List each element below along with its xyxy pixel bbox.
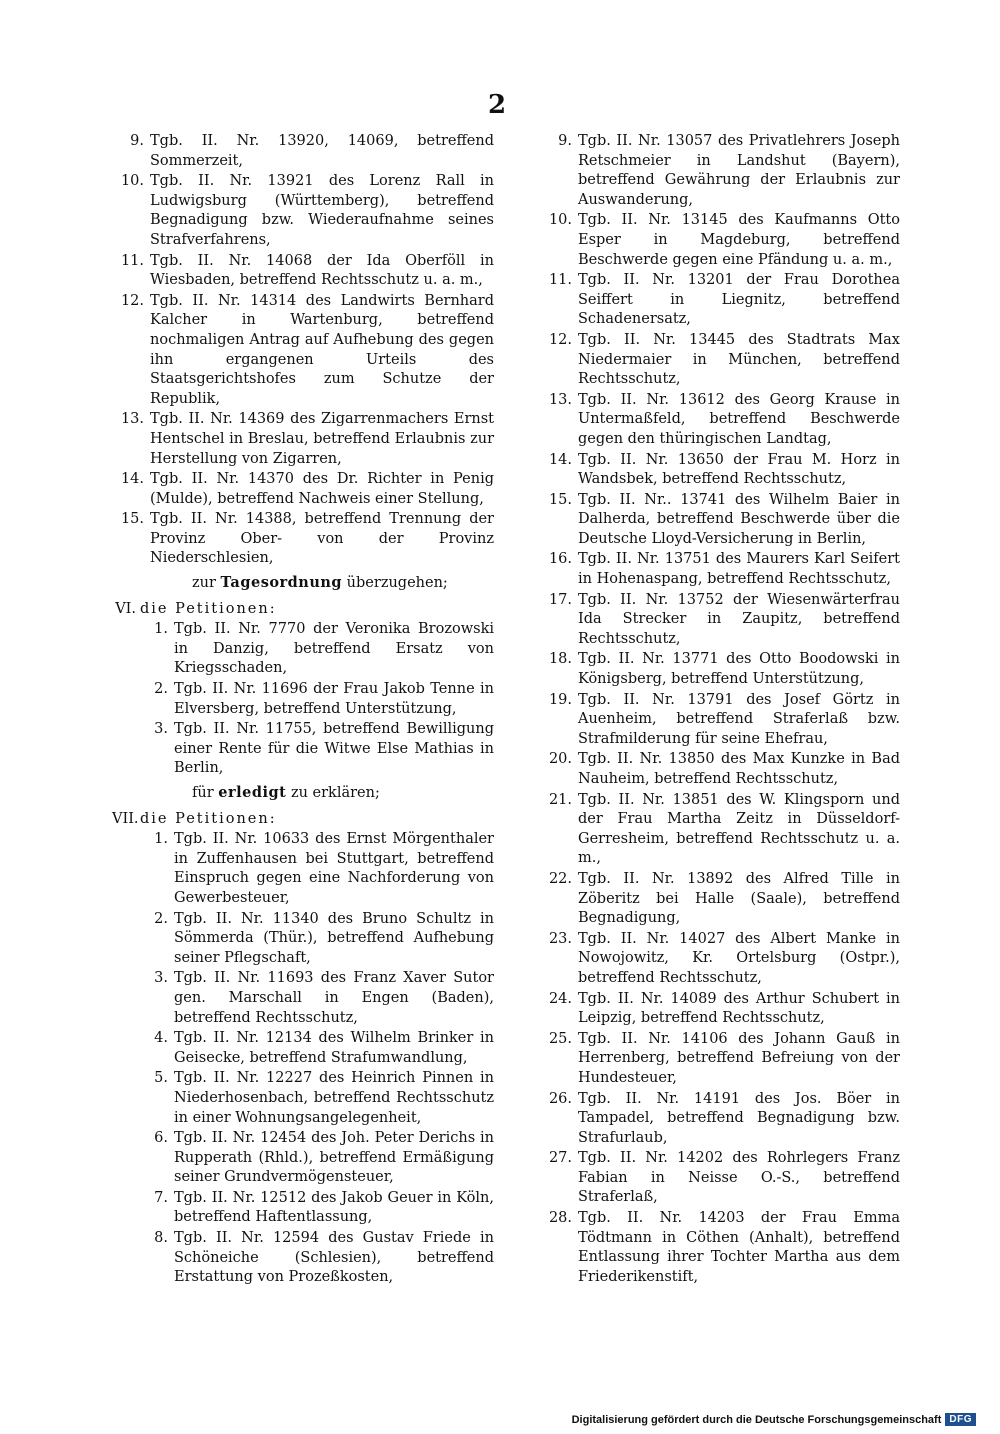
list-item — [112, 1069, 494, 1128]
item-number: 27. — [548, 1150, 572, 1167]
item-number: 12. — [120, 292, 144, 309]
section-vi-entries — [112, 620, 494, 779]
item-number: 2. — [154, 681, 168, 698]
closing-bold: erledigt — [218, 784, 287, 801]
item-number: 17. — [548, 591, 572, 608]
item-number: 13. — [548, 391, 572, 408]
list-item — [540, 550, 900, 589]
closing-post: zu erklären; — [286, 785, 380, 801]
section-label: die Petitionen: — [140, 810, 277, 827]
item-number: 12. — [548, 331, 572, 348]
item-text: Tgb. II. Nr. 12512 des Jakob Geuer in Köln, betreffend Haftentlassung, — [174, 1189, 494, 1226]
item-text: Tgb. II. Nr. 13771 des Otto Boodowski in Königsberg, betreffend Unterstützung, — [578, 651, 900, 688]
closing-phrase-tagesordnung — [112, 573, 494, 594]
item-text: Tgb. II. Nr. 13850 des Max Kunzke in Bad Nauheim, betreffend Rechtsschutz, — [578, 751, 900, 787]
footer-credit — [572, 1413, 976, 1426]
item-text: Tgb. II. Nr. 13791 des Josef Görtz in Auenheim, betreffend Straferlaß bzw. Strafmilderung für seine Ehefrau, — [578, 691, 900, 747]
page-number: 2 — [488, 90, 507, 120]
item-text: Tgb. II. Nr. 13892 des Alfred Tille in Zöberitz bei Halle (Saale), betreffend Begnadigung, — [578, 870, 900, 927]
item-text: Tgb. II. Nr. 14068 der Ida Oberföll in Wiesbaden, betreffend Rechtsschutz u. a. m., — [150, 252, 494, 289]
list-item — [540, 870, 900, 929]
item-text: Tgb. II. Nr. 14370 des Dr. Richter in Penig (Mulde), betreffend Nachweis einer Stellung, — [150, 471, 494, 507]
section-numeral: VI. — [115, 600, 136, 617]
list-item — [540, 791, 900, 869]
item-text: Tgb. II. Nr. 12227 des Heinrich Pinnen in Niederhosenbach, betreffend Rechtsschutz in einer Wohnungsangelegenheit, — [174, 1070, 494, 1126]
list-item — [112, 1189, 494, 1228]
item-number: 7. — [154, 1189, 168, 1206]
item-text: Tgb. II. Nr. 12134 des Wilhelm Brinker in Geisecke, betreffend Strafumwandlung, — [174, 1030, 494, 1066]
item-text: Tgb. II. Nr. 13851 des W. Klingsporn und der Frau Martha Zeitz in Düsseldorf-Gerresheim, betreffend Rechtsschutz u. a. m., — [578, 791, 900, 867]
item-text: Tgb. II. Nr. 13751 des Maurers Karl Seifert in Hohenaspang, betreffend Rechtsschutz, — [578, 551, 900, 588]
item-number: 11. — [120, 252, 144, 269]
item-number: 18. — [548, 651, 572, 668]
item-number: 14. — [120, 471, 144, 488]
item-number: 28. — [548, 1210, 572, 1227]
item-number: 14. — [548, 451, 572, 468]
item-text: Tgb. II. Nr. 13445 des Stadtrats Max Niedermaier in München, betreffend Rechtsschutz, — [578, 331, 900, 388]
item-text: Tgb. II. Nr. 7770 der Veronika Brozowski in Danzig, betreffend Ersatz von Kriegsschaden, — [174, 621, 494, 677]
item-number: 26. — [548, 1090, 572, 1107]
list-item — [112, 720, 494, 779]
item-text: Tgb. II. Nr. 12594 des Gustav Friede in Schöneiche (Schlesien), betreffend Erstattung von Prozeßkosten, — [174, 1230, 494, 1286]
item-number: 20. — [548, 751, 572, 768]
list-item — [540, 990, 900, 1029]
closing-pre: zur — [192, 575, 221, 592]
list-item — [540, 331, 900, 390]
list-item — [540, 211, 900, 270]
item-text: Tgb. II. Nr. 13201 der Frau Dorothea Seiffert in Liegnitz, betreffend Schadenersatz, — [578, 272, 900, 328]
list-item — [540, 132, 900, 210]
item-number: 15. — [120, 511, 144, 528]
item-number: 19. — [548, 691, 572, 708]
item-text: Tgb. II. Nr. 11340 des Bruno Schultz in Sömmerda (Thür.), betreffend Aufhebung seiner Pflegschaft, — [174, 910, 494, 966]
list-item — [540, 271, 900, 330]
item-text: Tgb. II. Nr. 11755, betreffend Bewilligung einer Rente für die Witwe Else Mathias in Berlin, — [174, 721, 494, 777]
item-text: Tgb. II. Nr. 13612 des Georg Krause in Untermaßfeld, betreffend Beschwerde gegen den thüringischen Landtag, — [578, 391, 900, 447]
list-item — [112, 292, 494, 410]
list-item — [112, 410, 494, 469]
item-number: 25. — [548, 1030, 572, 1047]
left-column — [112, 132, 494, 1289]
item-number: 22. — [548, 870, 572, 887]
right-entries-list — [540, 132, 900, 1287]
item-number: 16. — [548, 551, 572, 568]
item-text: Tgb. II. Nr. 13145 des Kaufmanns Otto Esper in Magdeburg, betreffend Beschwerde gegen eine Pfändung u. a. m., — [578, 212, 900, 268]
item-number: 9. — [558, 133, 572, 149]
section-vii-entries — [112, 830, 494, 1288]
list-item — [540, 591, 900, 650]
item-text: Tgb. II. Nr. 11696 der Frau Jakob Tenne in Elversberg, betreffend Unterstützung, — [174, 681, 494, 717]
item-text: Tgb. II. Nr. 13057 des Privatlehrers Joseph Retschmeier in Landshut (Bayern), betreffend Gewährung der Erlaubnis zur Auswanderung, — [578, 133, 900, 208]
item-number: 11. — [548, 272, 572, 289]
item-text: Tgb. II. Nr. 11693 des Franz Xaver Sutor gen. Marschall in Engen (Baden), betreffend Rechtsschutz, — [174, 970, 494, 1026]
list-item — [112, 1029, 494, 1068]
item-number: 10. — [120, 173, 144, 190]
item-text: Tgb. II. Nr. 14314 des Landwirts Bernhard Kalcher in Wartenburg, betreffend nochmaligen Antrag auf Aufhebung des gegen ihn ergangenen Urteils des Staatsgerichtshofes zum Schutze der Republik, — [150, 292, 494, 407]
section-label: die Petitionen: — [140, 600, 277, 617]
list-item — [540, 491, 900, 550]
item-text: Tgb. II. Nr. 13650 der Frau M. Horz in Wandsbek, betreffend Rechtsschutz, — [578, 451, 900, 488]
item-text: Tgb. II. Nr. 14202 des Rohrlegers Franz Fabian in Neisse O.-S., betreffend Straferlaß, — [578, 1150, 900, 1206]
item-number: 4. — [154, 1030, 168, 1047]
right-column — [540, 132, 900, 1288]
list-item — [540, 650, 900, 689]
list-item — [112, 1229, 494, 1288]
item-text: Tgb. II. Nr. 13921 des Lorenz Rall in Ludwigsburg (Württemberg), betreffend Begnadigung bzw. Wiederaufnahme seines Strafverfahrens, — [150, 173, 494, 248]
item-number: 13. — [120, 411, 144, 428]
list-item — [112, 910, 494, 969]
item-number: 1. — [154, 621, 168, 638]
list-item — [540, 750, 900, 789]
left-entries-list — [112, 132, 494, 569]
item-text: Tgb. II. Nr. 12454 des Joh. Peter Derichs in Rupperath (Rhld.), betreffend Ermäßigung seiner Grundvermögensteuer, — [174, 1130, 494, 1186]
list-item — [540, 451, 900, 490]
item-text: Tgb. II. Nr. 14369 des Zigarrenmachers Ernst Hentschel in Breslau, betreffend Erlaubnis zur Herstellung von Zigarren, — [150, 411, 494, 467]
list-item — [112, 680, 494, 719]
dfg-logo: DFG — [945, 1413, 976, 1426]
list-item — [112, 172, 494, 250]
list-item — [540, 391, 900, 450]
list-item — [112, 252, 494, 291]
item-text: Tgb. II. Nr. 13752 der Wiesenwärterfrau Ida Strecker in Zaupitz, betreffend Rechtsschutz, — [578, 591, 900, 647]
item-text: Tgb. II. Nr. 14203 der Frau Emma Tödtmann in Cöthen (Anhalt), betreffend Entlassung ihrer Tochter Martha aus dem Friederikenstift, — [578, 1210, 900, 1285]
item-text: Tgb. II. Nr. 10633 des Ernst Mörgenthaler in Zuffenhausen bei Stuttgart, betreffend Einspruch gegen eine Nachforderung von Gewerbesteuer, — [174, 831, 494, 906]
list-item — [112, 510, 494, 569]
item-number: 24. — [548, 990, 572, 1007]
section-numeral: VII. — [112, 810, 139, 827]
list-item — [112, 132, 494, 171]
item-text: Tgb. II. Nr. 14388, betreffend Trennung der Provinz Ober- von der Provinz Niederschlesien, — [150, 511, 494, 567]
item-number: 6. — [154, 1130, 168, 1147]
closing-phrase-erledigt — [112, 783, 494, 804]
item-text: Tgb. II. Nr. 13920, 14069, betreffend Sommerzeit, — [150, 133, 494, 169]
item-number: 3. — [154, 970, 168, 987]
item-text: Tgb. II. Nr. 14027 des Albert Manke in Nowojowitz, Kr. Ortelsburg (Ostpr.), betreffend Rechtsschutz, — [578, 930, 900, 986]
list-item — [540, 691, 900, 750]
closing-bold: Tagesordnung — [220, 574, 343, 592]
item-number: 8. — [154, 1230, 168, 1247]
item-text: Tgb. II. Nr. 14191 des Jos. Böer in Tampadel, betreffend Begnadigung bzw. Strafurlaub, — [578, 1090, 900, 1146]
item-text: Tgb. II. Nr.. 13741 des Wilhelm Baier in Dalherda, betreffend Beschwerde über die Deutsche Lloyd-Versicherung in Berlin, — [578, 491, 900, 547]
item-number: 2. — [154, 910, 168, 927]
list-item — [540, 1209, 900, 1287]
closing-pre: für — [192, 785, 219, 801]
list-item — [112, 620, 494, 679]
section-heading-vii — [112, 810, 494, 830]
item-number: 21. — [548, 791, 572, 808]
list-item — [112, 830, 494, 908]
item-text: Tgb. II. Nr. 14089 des Arthur Schubert in Leipzig, betreffend Rechtsschutz, — [578, 990, 900, 1027]
item-number: 10. — [548, 212, 572, 229]
item-number: 1. — [154, 831, 168, 848]
list-item — [540, 1090, 900, 1149]
item-number: 15. — [548, 491, 572, 508]
item-number: 5. — [154, 1070, 168, 1087]
list-item — [112, 1129, 494, 1188]
item-text: Tgb. II. Nr. 14106 des Johann Gauß in Herrenberg, betreffend Befreiung von der Hundesteuer, — [578, 1030, 900, 1086]
closing-post: überzugehen; — [342, 575, 448, 592]
item-number: 3. — [154, 721, 168, 738]
item-number: 9. — [130, 133, 144, 149]
list-item — [540, 930, 900, 989]
list-item — [112, 969, 494, 1028]
list-item — [540, 1030, 900, 1089]
section-heading-vi — [112, 600, 494, 620]
list-item — [112, 470, 494, 509]
footer-text: Digitalisierung gefördert durch die Deutsche Forschungsgemeinschaft — [571, 1413, 942, 1426]
list-item — [540, 1149, 900, 1208]
item-number: 23. — [548, 930, 572, 947]
